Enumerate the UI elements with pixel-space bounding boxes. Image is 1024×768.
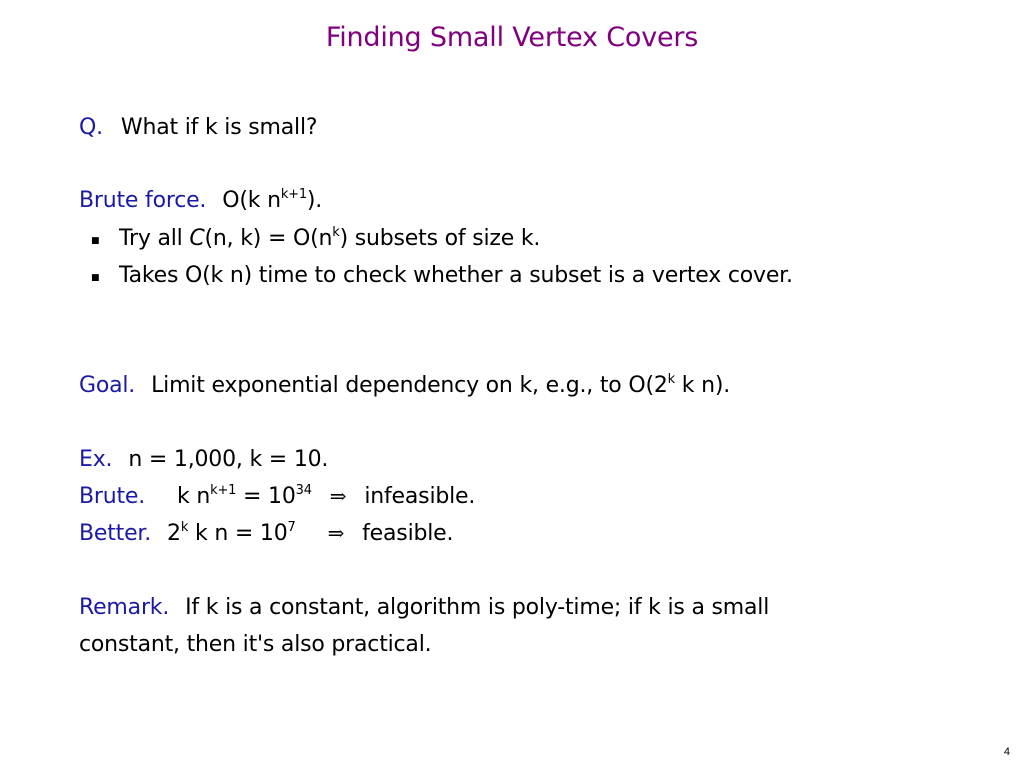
example-line	[79, 447, 328, 472]
better-formula-equals: k n = 10	[188, 521, 288, 546]
brute-force-label: Brute force.	[79, 188, 207, 213]
goal-label: Goal.	[79, 373, 136, 398]
brute-force-formula-exponent: k+1	[280, 187, 307, 202]
bullet-item-1	[119, 226, 540, 251]
question-text: What if k is small?	[120, 115, 318, 140]
better-power-exponent: 7	[287, 520, 296, 535]
goal-line	[79, 373, 730, 398]
example-label: Ex.	[79, 447, 113, 472]
remark-label: Remark.	[79, 595, 170, 620]
brute-force-line	[79, 188, 322, 213]
goal-text-end: k n).	[675, 373, 731, 398]
brute-power-exponent: 34	[295, 483, 312, 498]
bullet-1-italic: C	[189, 226, 205, 251]
example-text: n = 1,000, k = 10.	[128, 447, 329, 472]
better-formula-base: 2	[167, 521, 181, 546]
brute-force-formula	[222, 188, 322, 213]
bullet-marker-1: ■	[91, 236, 100, 246]
question-line	[79, 115, 317, 140]
remark-line-2: constant, then it's also practical.	[79, 632, 432, 657]
brute-force-formula-base: O(k n	[222, 188, 281, 213]
question-label: Q.	[79, 115, 103, 140]
bullet-1-prefix: Try all	[119, 226, 190, 251]
better-formula-exponent: k	[180, 520, 189, 535]
brute-formula-exponent: k+1	[210, 483, 237, 498]
remark-line-1	[79, 595, 769, 620]
bullet-1-suffix: ) subsets of size k.	[339, 226, 541, 251]
brute-line	[79, 484, 475, 509]
slide-title: Finding Small Vertex Covers	[325, 22, 699, 53]
better-result: feasible.	[362, 521, 454, 546]
implies-arrow-icon: ⇒	[327, 521, 345, 545]
bullet-1-exponent: k	[332, 225, 340, 240]
bullet-marker-2: ■	[91, 273, 100, 283]
brute-force-formula-close: ).	[306, 188, 323, 213]
better-label: Better.	[79, 521, 152, 546]
goal-exponent: k	[667, 372, 675, 387]
remark-text-1: If k is a constant, algorithm is poly-time; if k is a small	[185, 595, 770, 620]
bullet-item-2: Takes O(k n) time to check whether a subset is a vertex cover.	[119, 263, 793, 288]
goal-text: Limit exponential dependency on k, e.g., to O(2	[151, 373, 668, 398]
better-line	[79, 521, 453, 546]
page-number: 4	[1003, 746, 1010, 758]
brute-result: infeasible.	[364, 484, 476, 509]
implies-arrow-icon: ⇒	[329, 484, 347, 508]
brute-formula-base: k n	[177, 484, 211, 509]
bullet-1-middle: (n, k) = O(n	[204, 226, 333, 251]
brute-formula-equals: = 10	[236, 484, 296, 509]
brute-label: Brute.	[79, 484, 146, 509]
